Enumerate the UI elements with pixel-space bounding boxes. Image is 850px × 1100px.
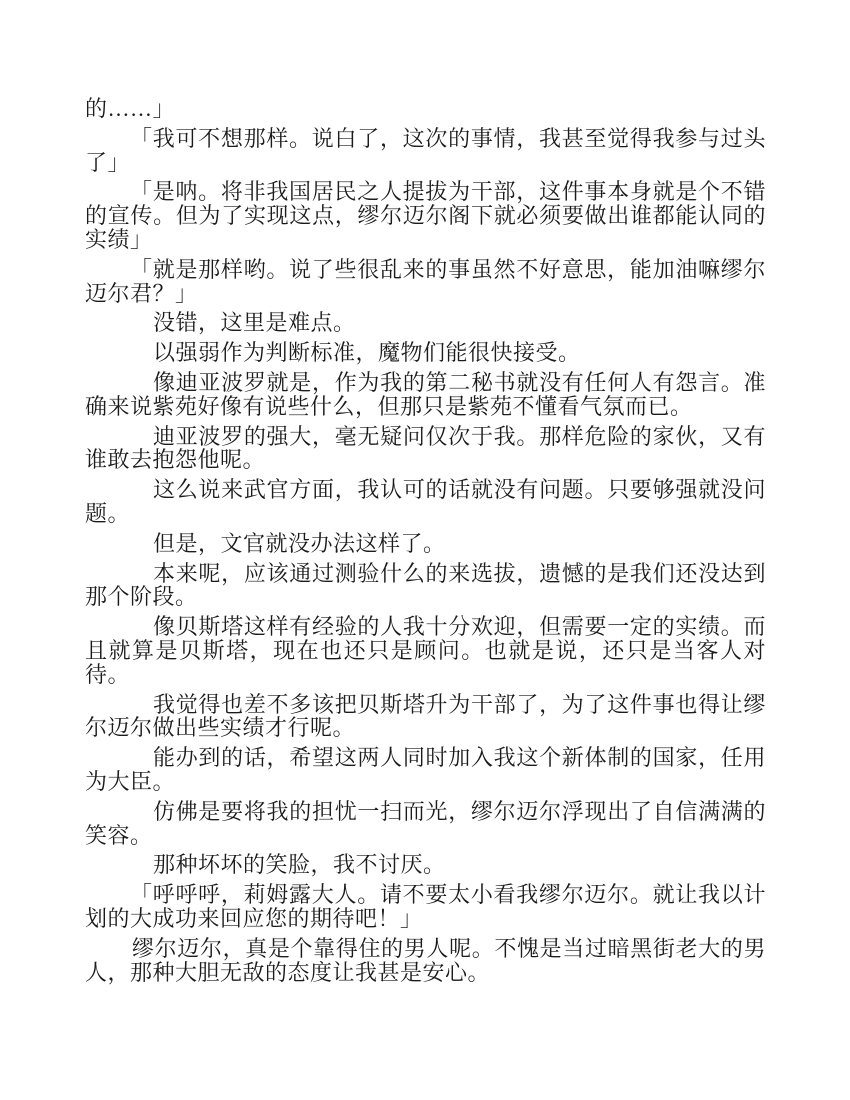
paragraph: 那种坏坏的笑脸，我不讨厌。: [153, 852, 446, 878]
paragraph: 我觉得也差不多该把贝斯塔升为干部了，为了这件事也得让缪尔迈尔做出些实绩才行呢。: [85, 691, 766, 741]
paragraph: 但是，文官就没办法这样了。: [153, 530, 446, 556]
paragraph: 迪亚波罗的强大，毫无疑问仅次于我。那样危险的家伙，又有谁敢去抱怨他呢。: [85, 423, 766, 473]
paragraph: 这么说来武官方面，我认可的话就没有问题。只要够强就没问题。: [85, 477, 766, 526]
paragraph: 像迪亚波罗就是，作为我的第二秘书就没有任何人有怨言。准确来说紫苑好像有说些什么，但那只是紫苑不懂看气氛而已。: [85, 369, 766, 419]
paragraph: 能办到的话，希望这两人同时加入我这个新体制的国家，任用为大臣。: [85, 745, 766, 794]
paragraph: 「我可不想那样。说白了，这次的事情，我甚至觉得我参与过头了」: [85, 125, 766, 175]
paragraph: 像贝斯塔这样有经验的人我十分欢迎，但需要一定的实绩。而且就算是贝斯塔，现在也还只是顾问。也就是说，还只是当客人对待。: [85, 614, 766, 687]
paragraph: 本来呢，应该通过测验什么的来选拔，遗憾的是我们还没达到那个阶段。: [85, 560, 766, 610]
paragraph: 仿佛是要将我的担忧一扫而光，缪尔迈尔浮现出了自信满满的笑容。: [85, 798, 766, 848]
paragraph: 「呼呼呼，莉姆露大人。请不要太小看我缪尔迈尔。就让我以计划的大成功来回应您的期待吧！」: [85, 882, 766, 931]
paragraph: 「是呐。将非我国居民之人提拔为干部，这件事本身就是个不错的宣传。但为了实现这点，缪尔迈尔阁下就必须要做出谁都能认同的实绩」: [85, 179, 766, 252]
paragraph: 「就是那样哟。说了些很乱来的事虽然不好意思，能加油嘛缪尔迈尔君？」: [85, 256, 766, 306]
paragraph: 以强弱作为判断标准，魔物们能很快接受。: [153, 340, 581, 366]
paragraph: 的……」: [85, 96, 176, 121]
paragraph: 没错，这里是难点。: [153, 310, 356, 336]
paragraph: 缪尔迈尔，真是个靠得住的男人呢。不愧是当过暗黑街老大的男人，那种大胆无敌的态度让我甚是安心。: [85, 935, 766, 985]
